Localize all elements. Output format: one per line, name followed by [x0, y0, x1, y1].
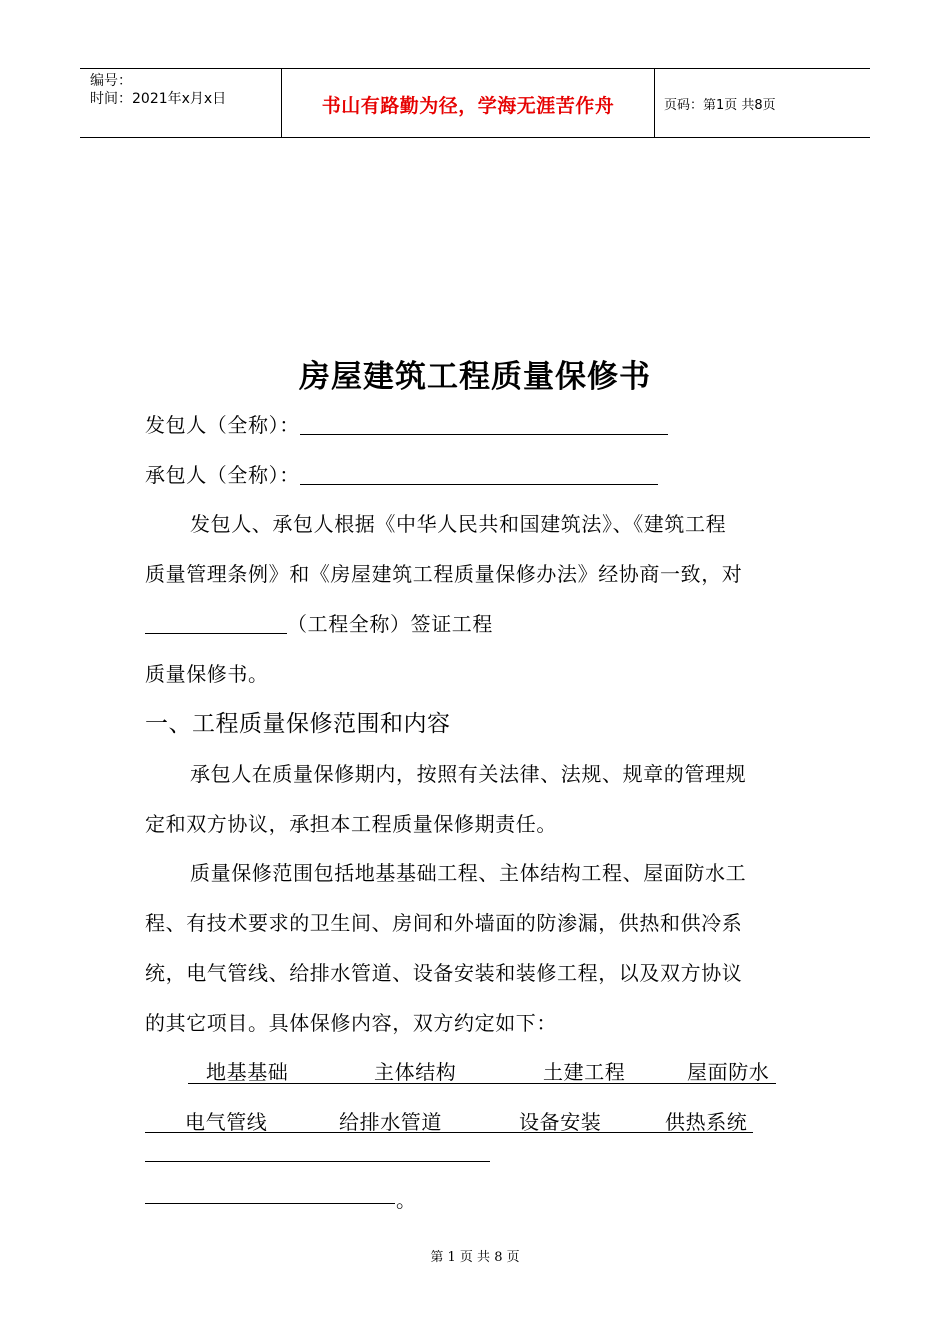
para3-line: 程、有技术要求的卫生间、房间和外墙面的防渗漏，供热和供冷系: [145, 911, 743, 935]
header-motto: 书山有路勤为径，学海无涯苦作舟: [321, 95, 615, 117]
para3-line: 统，电气管线、给排水管道、设备安装和装修工程，以及双方协议: [145, 961, 743, 985]
header-table: [80, 68, 870, 138]
employer-line: [145, 409, 668, 438]
end-mark: 。: [396, 1188, 417, 1212]
document-title: 房屋建筑工程质量保修书: [299, 359, 651, 395]
item: 土建工程: [543, 1060, 626, 1084]
header-meta: [90, 72, 226, 108]
number-label: 编号：: [90, 73, 132, 89]
item: 地基基础: [206, 1060, 289, 1084]
item: 屋面防水: [687, 1060, 770, 1084]
contractor-label: 承包人（全称）：: [145, 463, 300, 487]
header-divider: [654, 69, 655, 137]
section-heading: 一、工程质量保修范围和内容: [145, 711, 451, 737]
para2-line: 承包人在质量保修期内，按照有关法律、法规、规章的管理规: [190, 762, 747, 786]
time-label: 时间：2021年x月x日: [90, 91, 227, 107]
item: 设备安装: [519, 1110, 602, 1134]
para3-line: 质量保修范围包括地基基础工程、主体结构工程、屋面防水工: [190, 861, 747, 885]
item: 给排水管道: [339, 1110, 442, 1134]
project-name-blank: [145, 613, 287, 634]
project-name-suffix: （工程全称）签证工程: [287, 612, 493, 636]
blank-fill-line: [145, 1161, 490, 1162]
contractor-line: [145, 459, 658, 488]
blank-fill-line: [145, 1203, 395, 1204]
para1-line: 质量管理条例》和《房屋建筑工程质量保修办法》经协商一致，对: [145, 562, 743, 586]
para1-line: 质量保修书。: [145, 662, 269, 686]
header-page-label: 页码：第1页 共8页: [664, 98, 776, 113]
page-footer: 第 1 页 共 8 页: [430, 1250, 520, 1265]
employer-label: 发包人（全称）：: [145, 413, 300, 437]
item: 主体结构: [374, 1060, 457, 1084]
para2-line: 定和双方协议，承担本工程质量保修期责任。: [145, 812, 557, 836]
para3-line: 的其它项目。具体保修内容，双方约定如下：: [145, 1011, 557, 1035]
para1-line: [145, 608, 493, 637]
para1-line: 发包人、承包人根据《中华人民共和国建筑法》、《建筑工程: [190, 512, 727, 536]
item: 电气管线: [185, 1110, 268, 1134]
contractor-blank: [300, 464, 658, 485]
employer-blank: [300, 414, 668, 435]
item: 供热系统: [665, 1110, 748, 1134]
